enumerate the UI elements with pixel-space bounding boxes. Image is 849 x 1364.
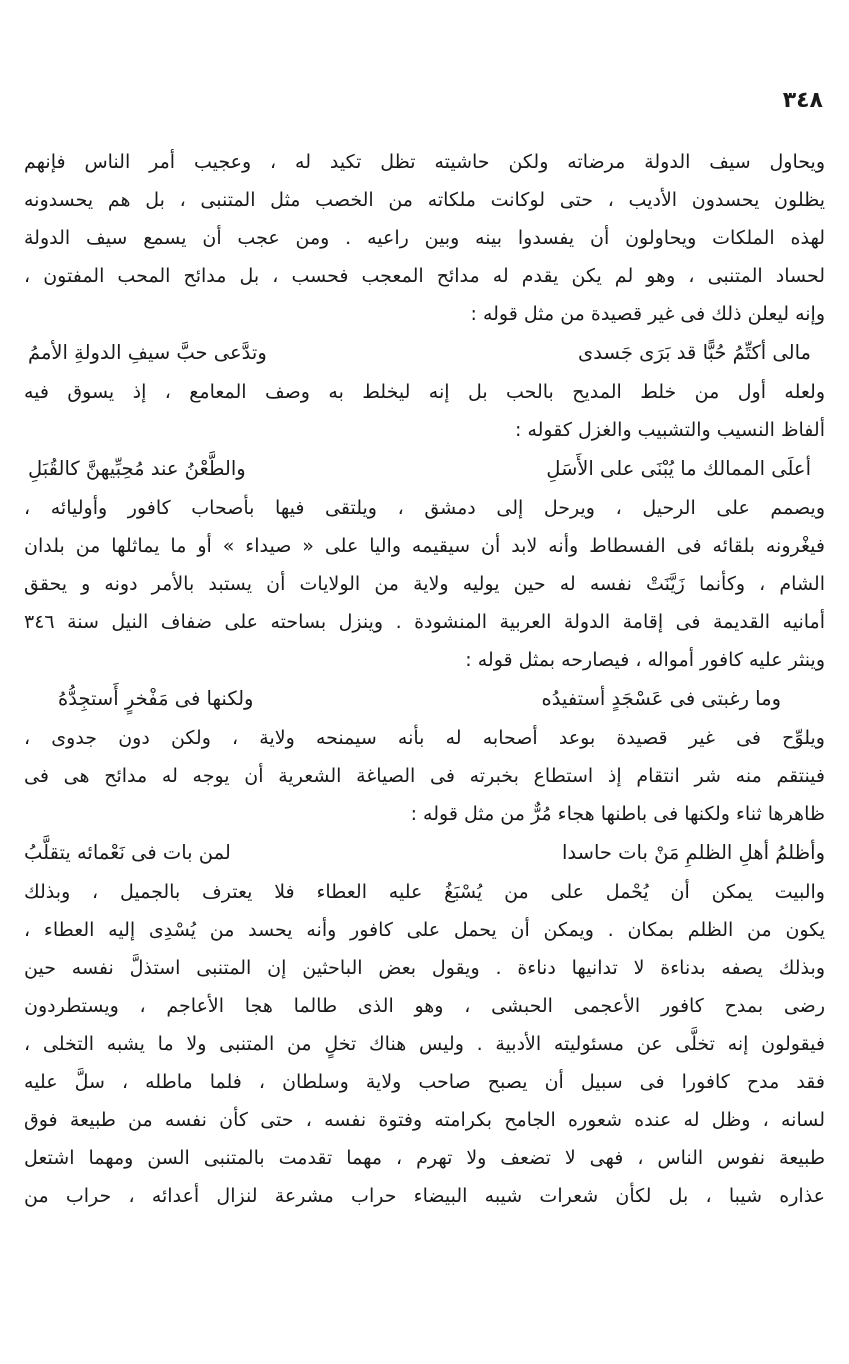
paragraph-line: لحساد المتنبى ، وهو لم يكن يقدم له مدائح المعجب فحسب ، بل مدائح المحب المفتون ، bbox=[24, 265, 825, 287]
paragraph-line: فقد مدح كافورا فى سبيل أن يصبح صاحب ولاية وسلطان ، فلما ماطله ، سلَّ عليه bbox=[24, 1071, 825, 1093]
paragraph-line: لهذه الملكات ويحاولون أن يفسدوا بينه وبين راعيه . ومن عجب أن يسمع سيف الدولة bbox=[24, 227, 825, 249]
paragraph-line: يكون من الظلم بمكان . ويمكن أن يحمل على كافور وأنه يحسد من يُسْدِى إليه العطاء ، bbox=[24, 919, 825, 941]
paragraph-line: ولعله أول من خلط المديح بالحب بل إنه ليخلط به وصف المعامع ، إذ يسوق فيه bbox=[24, 381, 825, 403]
poetry-verse bbox=[24, 833, 825, 873]
verse-first-hemistich: وما رغبتى فى عَسْجَدٍ أستفيدُه bbox=[541, 687, 781, 710]
paragraph-line: فينتقم منه شر انتقام إذ استطاع بخبرته فى الصياغة الشعرية أن يوجه له مدائح هى فى bbox=[24, 765, 825, 787]
paragraph-line: الشام ، وكأنما زَيَّنَتْ نفسه له حين يوليه ولاية من الولايات أن يستبد بالأمر دونه و يحقق bbox=[24, 573, 825, 595]
poetry-verse bbox=[24, 679, 825, 719]
paragraph-line: ويحاول سيف الدولة مرضاته ولكن حاشيته تظل تكيد له ، وعجيب أمر الناس فإنهم bbox=[24, 151, 825, 173]
verse-first-hemistich: وأظلمُ أهلِ الظلمِ مَنْ بات حاسدا bbox=[561, 841, 825, 864]
paragraph-line: عذاره شيبا ، بل لكأن شعرات شيبه البيضاء حراب مشرعة لنزال أعدائه ، حراب من bbox=[24, 1185, 825, 1207]
paragraph-line: فيقولون إنه تخلَّى عن مسئوليته الأدبية . وليس هناك تخلٍ من المتنبى ولا ما يشبه التخلى ، bbox=[24, 1033, 825, 1055]
book-page bbox=[24, 88, 825, 1324]
paragraph-line: وبذلك يصفه بدناءة لا تدانيها دناءة . ويقول بعض الباحثين إن المتنبى استذلَّ نفسه حين bbox=[24, 957, 825, 979]
paragraph-line: فيغْرونه بلقائه فى الفسطاط وأنه لابد أن سيقيمه واليا على « صيداء » أو ما يماثلها من بلدان bbox=[24, 535, 825, 557]
paragraph-line: وإنه ليعلن ذلك فى غير قصيدة من مثل قوله : bbox=[470, 303, 825, 325]
page-body bbox=[24, 143, 825, 1215]
paragraph-line: والبيت يمكن أن يُحْمل على من يُسْبَغُ عليه العطاء فلا يعترف بالجميل ، وبذلك bbox=[24, 881, 825, 903]
paragraph-line: ظاهرها ثناء ولكنها فى باطنها هجاء مُرٌّ من مثل قوله : bbox=[410, 803, 825, 825]
page-number: ٣٤٨ bbox=[782, 88, 823, 113]
verse-second-hemistich: ولكنها فى مَفْخرٍ أَستجِدُّهُ bbox=[58, 687, 254, 710]
paragraph-line: رضى بمدح كافور الأعجمى الحبشى ، وهو الذى طالما هجا الأعاجم ، ويستطردون bbox=[24, 995, 825, 1017]
paragraph-line: ويصمم على الرحيل ، ويرحل إلى دمشق ، ويلتقى فيها بأصحاب كافور وأوليائه ، bbox=[24, 497, 825, 519]
verse-first-hemistich: أعلَى الممالك ما يُبْنَى على الأَسَلِ bbox=[546, 457, 811, 480]
verse-first-hemistich: مالى أكتِّمُ حُبًّا قد بَرَى جَسدى bbox=[578, 341, 811, 364]
paragraph-line: طبيعة نفوس الناس ، فهى لا تضعف ولا تهرم ، مهما تقدمت بالمتنبى السن ومهما اشتعل bbox=[24, 1147, 825, 1169]
paragraph-line: ويلوِّح فى غير قصيدة بوعد أصحابه له بأنه سيمنحه ولاية ، ولكن دون جدوى ، bbox=[24, 727, 825, 749]
verse-second-hemistich: وتدَّعى حبَّ سيفِ الدولةِ الأممُ bbox=[28, 341, 267, 364]
poetry-verse bbox=[24, 333, 825, 373]
verse-second-hemistich: لمن بات فى نَعْمائه يتقلَّبُ bbox=[24, 841, 231, 864]
verse-second-hemistich: والطَّعْنُ عند مُحِبِّيهنَّ كالقُبَلِ bbox=[28, 457, 246, 480]
paragraph-line: لسانه ، وظل له عنده شعوره الجامح بكرامته وفتوة نفسه ، حتى كأن نفسه من طبيعة فوق bbox=[24, 1109, 825, 1131]
paragraph-line: ألفاظ النسيب والتشبيب والغزل كقوله : bbox=[515, 419, 825, 441]
poetry-verse bbox=[24, 449, 825, 489]
paragraph-line: أمانيه القديمة فى إقامة الدولة العربية المنشودة . وينزل بساحته على ضفاف النيل سنة ٣٤٦ bbox=[24, 611, 825, 633]
paragraph-line: يظلون يحسدون الأديب ، حتى لوكانت ملكاته من الخصب مثل المتنبى ، بل هم يحسدونه bbox=[24, 189, 825, 211]
paragraph-line: وينثر عليه كافور أمواله ، فيصارحه بمثل قوله : bbox=[465, 649, 825, 671]
